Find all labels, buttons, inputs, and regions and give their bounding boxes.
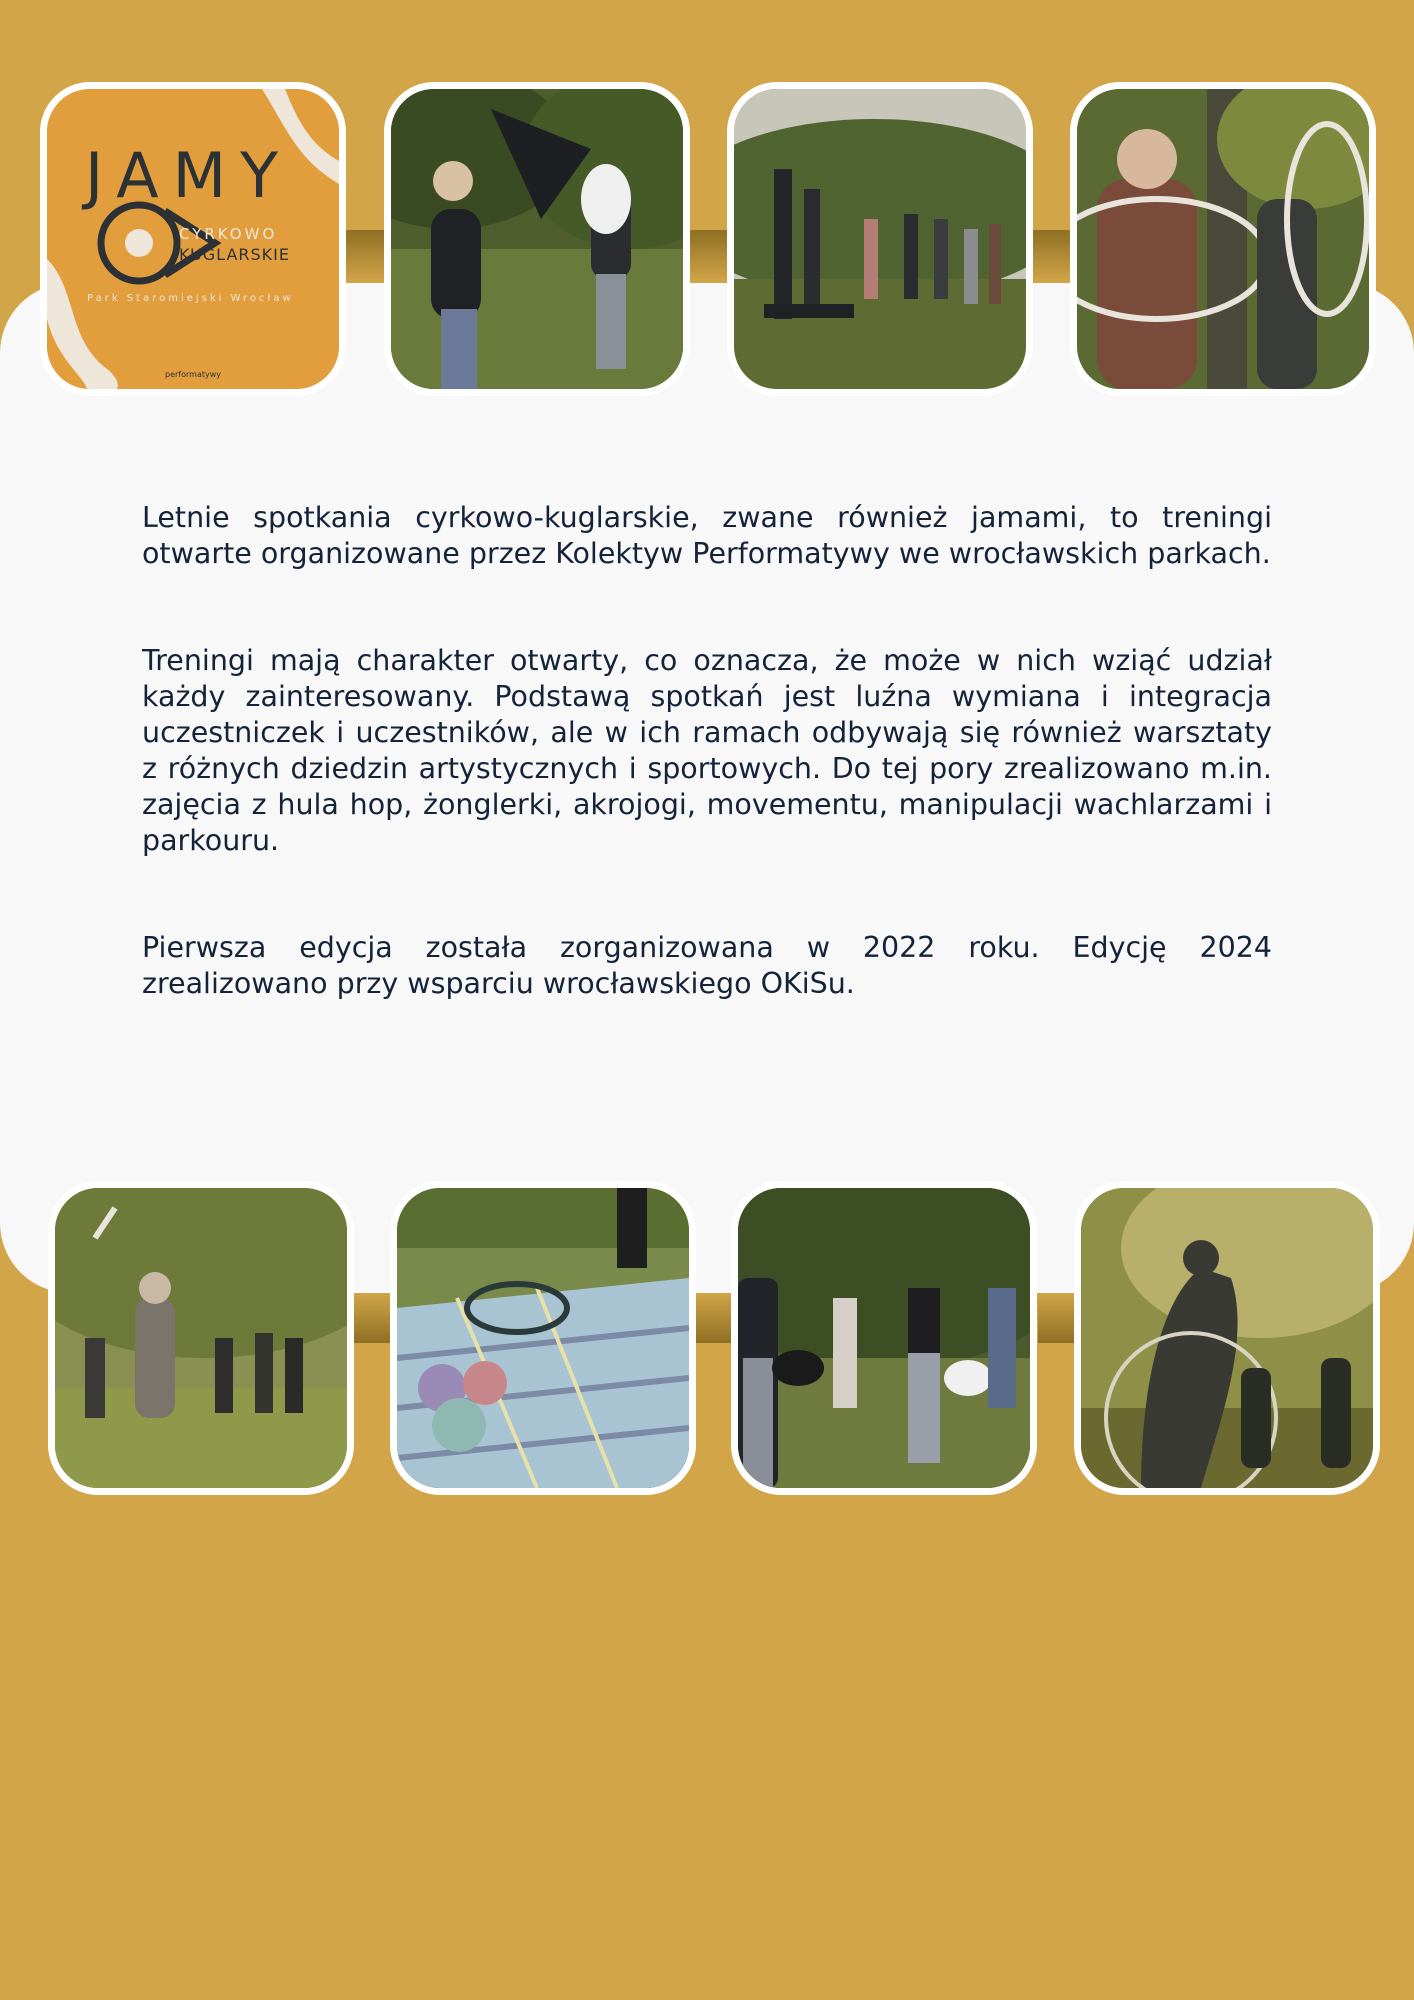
photo-fan-dancers-icon (391, 89, 683, 389)
photo-juggling-balls-blanket (390, 1181, 696, 1495)
paragraph-details: Treningi mają charakter otwarty, co oznacza, że może w nich wziąć udział każdy zainteresowany. Podstawą spotkań jest luźna wymiana i integracja uczestniczek i uczestników, ale w ich ramach odbywają się również warsztaty z różnych dziedzin artystycznych i sportowych. Do tej pory zrealizowano m.in. zajęcia z hula hop, żonglerki, akrojogi, movementu, manipulacji wachlarzami i parkouru. (142, 644, 1272, 857)
logo-tile (40, 82, 346, 396)
photo-circle-fan-workshop-icon (738, 1188, 1030, 1488)
logo-footer: performatywy (165, 370, 221, 379)
photo-hoop-silhouettes (1074, 1181, 1380, 1495)
photo-hula-hoop-women-icon (1077, 89, 1369, 389)
photo-hula-hoop-women (1070, 82, 1376, 396)
connector-bar (352, 1293, 390, 1343)
logo-line2: KUGLARSKIE (179, 245, 290, 264)
connector-bar (1032, 230, 1070, 282)
connector-bar (346, 230, 384, 282)
logo-title: JAMY (85, 139, 292, 212)
logo-line1: CYRKOWO (179, 225, 278, 243)
photo-juggling-park-icon (55, 1188, 347, 1488)
connector-bar (696, 1293, 734, 1343)
photo-fan-dancers (384, 82, 690, 396)
paragraph-intro: Letnie spotkania cyrkowo-kuglarskie, zwane również jamami, to treningi otwarte organizowane przez Kolektyw Performatywy we wrocławskich parkach. (142, 501, 1272, 570)
logo-place: Park Staromiejski Wrocław (87, 293, 294, 304)
connector-bar (690, 230, 728, 282)
connector-bar (1038, 1293, 1076, 1343)
photo-juggling-park (48, 1181, 354, 1495)
photo-acro-yoga-group-icon (734, 89, 1026, 389)
description-text (142, 500, 1272, 1073)
photo-circle-fan-workshop (731, 1181, 1037, 1495)
photo-acro-yoga-group (727, 82, 1033, 396)
photo-hoop-silhouettes-icon (1081, 1188, 1373, 1488)
photo-juggling-balls-blanket-icon (397, 1188, 689, 1488)
paragraph-history: Pierwsza edycja została zorganizowana w 2022 roku. Edycję 2024 zrealizowano przy wsparciu wrocławskiego OKiSu. (142, 931, 1272, 1000)
